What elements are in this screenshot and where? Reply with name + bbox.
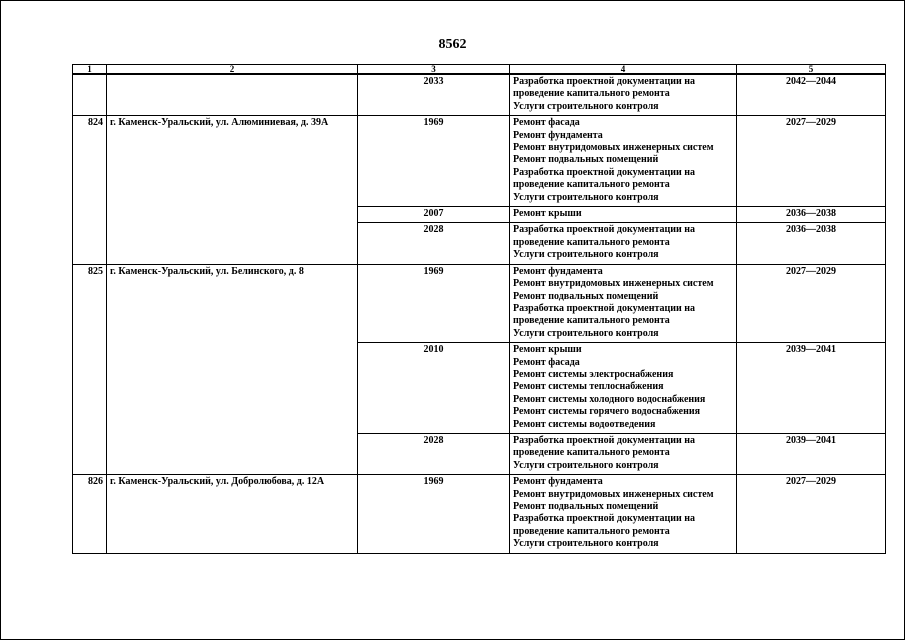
planned-period: 2039—2041: [737, 433, 886, 474]
work-list: [510, 116, 737, 207]
work-item: Разработка проектной документации на: [513, 76, 696, 87]
column-number-row: [73, 65, 886, 75]
work-item: Услуги строительного контроля: [513, 191, 659, 203]
work-item: Ремонт системы холодного водоснабжения: [513, 393, 706, 405]
row-number: [73, 74, 107, 116]
column-header: 3: [358, 65, 510, 75]
capital-repair-table: [72, 64, 886, 554]
table-row: [73, 475, 886, 553]
repair-year: 2033: [358, 74, 510, 116]
work-item: Ремонт системы теплоснабжения: [513, 381, 664, 393]
work-item: проведение капитального ремонта: [513, 236, 670, 248]
work-item: проведение капитального ремонта: [513, 88, 670, 100]
work-item: Ремонт фундамента: [513, 476, 603, 488]
repair-year: 2028: [358, 433, 510, 474]
building-address: г. Каменск-Уральский, ул. Алюминиевая, д. 39А: [107, 116, 358, 264]
work-item: Разработка проектной документации на: [513, 513, 696, 525]
planned-period: 2042—2044: [737, 74, 886, 116]
planned-period: 2027—2029: [737, 475, 886, 553]
work-list: [510, 475, 737, 553]
work-item: Услуги строительного контроля: [513, 538, 659, 550]
work-item: Ремонт внутридомовых инженерных систем: [513, 142, 714, 154]
work-item: Ремонт крыши: [513, 344, 582, 356]
work-item: Разработка проектной документации на: [513, 166, 696, 178]
work-item: Услуги строительного контроля: [513, 100, 659, 112]
work-item: Ремонт системы электроснабжения: [513, 368, 674, 380]
work-list: [510, 74, 737, 116]
work-item: Разработка проектной документации на: [513, 434, 696, 446]
planned-period: 2036—2038: [737, 223, 886, 264]
work-item: проведение капитального ремонта: [513, 447, 670, 459]
work-item: Ремонт внутридомовых инженерных систем: [513, 488, 714, 500]
work-item: проведение капитального ремонта: [513, 315, 670, 327]
work-item: Ремонт подвальных помещений: [513, 154, 659, 166]
building-address: [107, 74, 358, 116]
work-item: Ремонт крыши: [513, 208, 582, 220]
work-item: проведение капитального ремонта: [513, 179, 670, 191]
work-list: [510, 264, 737, 342]
work-item: Разработка проектной документации на: [513, 302, 696, 314]
work-item: Ремонт подвальных помещений: [513, 290, 659, 302]
table-row: [73, 116, 886, 207]
work-item: Ремонт системы горячего водоснабжения: [513, 406, 701, 418]
column-header: 5: [737, 65, 886, 75]
table-row: [73, 74, 886, 116]
repair-year: 2028: [358, 223, 510, 264]
work-list: [510, 343, 737, 434]
row-number: 826: [73, 475, 107, 553]
row-number: 825: [73, 264, 107, 475]
work-item: Услуги строительного контроля: [513, 327, 659, 339]
work-item: Разработка проектной документации на: [513, 224, 696, 236]
planned-period: 2036—2038: [737, 207, 886, 223]
planned-period: 2039—2041: [737, 343, 886, 434]
repair-year: 1969: [358, 475, 510, 553]
work-item: Услуги строительного контроля: [513, 249, 659, 261]
building-address: г. Каменск-Уральский, ул. Белинского, д. 8: [107, 264, 358, 475]
work-item: проведение капитального ремонта: [513, 525, 670, 537]
work-item: Ремонт подвальных помещений: [513, 501, 659, 512]
table-body: [73, 74, 886, 553]
building-address: г. Каменск-Уральский, ул. Добролюбова, д. 12А: [107, 475, 358, 553]
work-list: [510, 433, 737, 474]
column-header: 4: [510, 65, 737, 75]
work-list: [510, 223, 737, 264]
column-header: 2: [107, 65, 358, 75]
repair-year: 2007: [358, 207, 510, 223]
repair-year: 1969: [358, 264, 510, 342]
work-item: Услуги строительного контроля: [513, 459, 659, 471]
work-item: Ремонт фасада: [513, 356, 580, 368]
row-number: 824: [73, 116, 107, 264]
work-list: [510, 207, 737, 223]
column-header: 1: [73, 65, 107, 75]
work-item: Ремонт фундамента: [513, 265, 603, 277]
table-row: [73, 264, 886, 342]
planned-period: 2027—2029: [737, 264, 886, 342]
work-item: Ремонт фундамента: [513, 129, 603, 141]
planned-period: 2027—2029: [737, 116, 886, 207]
page-number: 8562: [438, 37, 467, 52]
repair-year: 1969: [358, 116, 510, 207]
work-item: Ремонт внутридомовых инженерных систем: [513, 278, 714, 290]
work-item: Ремонт системы водоотведения: [513, 418, 656, 430]
repair-year: 2010: [358, 343, 510, 434]
work-item: Ремонт фасада: [513, 117, 580, 129]
